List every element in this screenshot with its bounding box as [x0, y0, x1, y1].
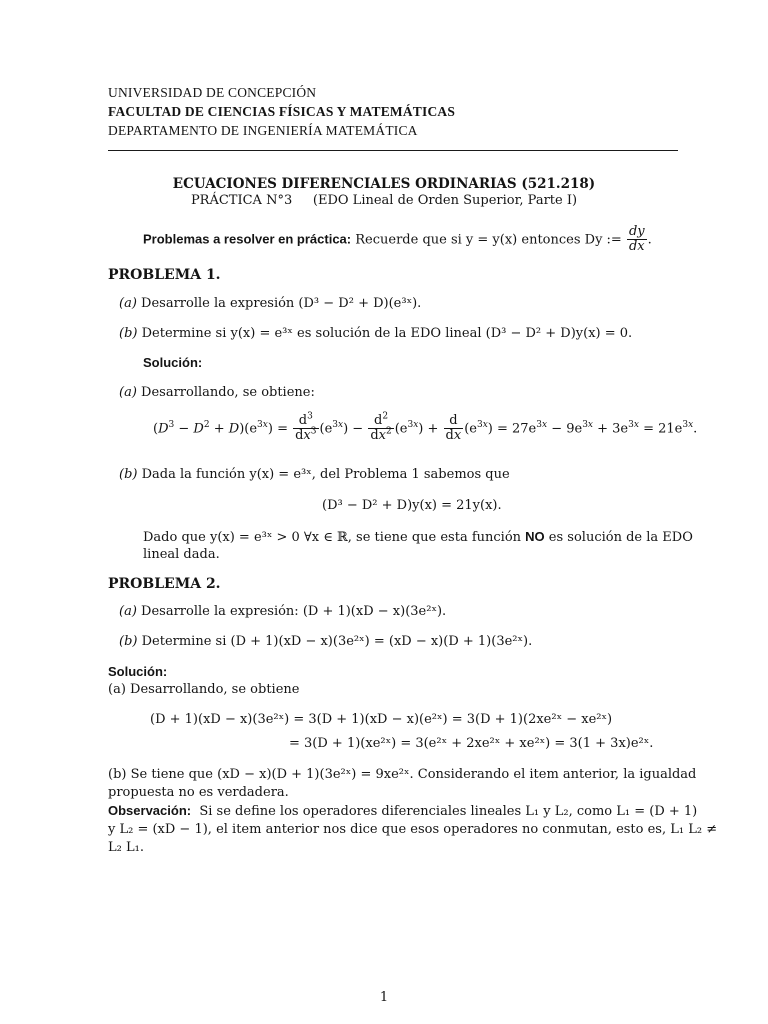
- practica-label: PRÁCTICA N°3: [190, 193, 293, 208]
- intro-line: Problemas a resolver en práctica: Recuerde que si y = y(x) entonces Dy := $\frac{dy}{dx}$ .: [143, 224, 652, 255]
- item-text: Determine si (D + 1)(xD − x)(3e²ˣ) = (xD − x)(D + 1)(3e²ˣ).: [141, 634, 533, 649]
- conclusion-no: NO: [525, 529, 545, 544]
- problem2-sol-b-line2: propuesta no es verdadera.: [108, 785, 289, 800]
- practica-line: [0, 193, 768, 210]
- practica-subtitle: (EDO Lineal de Orden Superior, Parte I): [312, 193, 578, 208]
- d2-dx2-fraction: $\frac{d^2}{dx^2}$: [370, 411, 392, 444]
- course-title: ECUACIONES DIFERENCIALES ORDINARIAS (521.218): [172, 176, 596, 192]
- conclusion-text: Dado que y(x) = e³ˣ > 0 ∀x ∈ ℝ, se tiene que esta función: [143, 530, 522, 545]
- problem1-solution-label: Solución:: [143, 355, 203, 370]
- problem1-sol-a: [119, 385, 315, 402]
- intro-label: Problemas a resolver en práctica:: [143, 231, 352, 247]
- problem1-heading: PROBLEMA 1.: [108, 267, 221, 283]
- observation-label: Observación:: [108, 803, 192, 818]
- header-rule: [108, 150, 678, 151]
- problem1-b: [119, 326, 632, 343]
- problem2-b: [119, 634, 532, 651]
- observation-line2: y L₂ = (xD − 1), el item anterior nos dice que esos operadores no conmutan, esto es, L₁ L₂ ≠: [108, 822, 718, 837]
- observation-line3: L₂ L₁.: [108, 840, 144, 855]
- item-text: Determine si y(x) = e³ˣ es solución de la EDO lineal (D³ − D² + D)y(x) = 0.: [141, 326, 633, 341]
- problem2-eq-line1: (D + 1)(xD − x)(3e²ˣ) = 3(D + 1)(xD − x)(e²ˣ) = 3(D + 1)(2xe²ˣ − xe²ˣ): [150, 712, 613, 727]
- university-name: UNIVERSIDAD DE CONCEPCIÓN: [108, 85, 317, 100]
- problem1-derivative-equation: $(D^3 - D^2 + D)(e^{3x})$ = $\frac{d^3}{dx^3}$ $(e^{3x})$ − $\frac{d^2}{dx^2}$ $(e^{3x})$ + $\frac{d}{dx}$ $(e^{3x}) = 27e^{3x} - 9e^{3x} + 3e^{3x} = 21e^{3x}$.: [153, 411, 698, 444]
- problem2-solution-label: Solución:: [108, 664, 168, 679]
- item-label: (a): [119, 604, 137, 619]
- problem1-conclusion-line1: [143, 529, 693, 547]
- problem1-sol-b: [119, 467, 510, 484]
- item-text: Desarrollando, se obtiene:: [141, 385, 315, 400]
- page-number: 1: [379, 990, 389, 1005]
- faculty-name: FACULTAD DE CIENCIAS FÍSICAS Y MATEMÁTICAS: [108, 104, 456, 119]
- problem2-a: [119, 604, 446, 621]
- item-label: (b): [119, 467, 138, 482]
- department-name: DEPARTAMENTO DE INGENIERÍA MATEMÁTICA: [108, 123, 418, 138]
- problem1-conclusion-line2: lineal dada.: [143, 547, 220, 562]
- problem2-heading: PROBLEMA 2.: [108, 576, 221, 592]
- problem2-sol-a: (a) Desarrollando, se obtiene: [108, 682, 300, 697]
- item-label: (b): [119, 634, 138, 649]
- problem1-a: [119, 296, 421, 313]
- conclusion-text-2: es solución de la EDO: [548, 530, 693, 545]
- d-dx-fraction: $\frac{d}{dx}$: [445, 413, 462, 444]
- item-text: Desarrolle la expresión: (D + 1)(xD − x)(3e²ˣ).: [141, 604, 447, 619]
- intro-text: Recuerde que si y = y(x) entonces Dy :=: [355, 232, 622, 248]
- problem2-sol-b-line1: (b) Se tiene que (xD − x)(D + 1)(3e²ˣ) = 9xe²ˣ. Considerando el item anterior, la igualdad: [108, 767, 697, 782]
- observation-line1: [108, 803, 697, 821]
- item-text: Desarrolle la expresión (D³ − D² + D)(e³ˣ).: [141, 296, 422, 311]
- item-text: Dada la función y(x) = e³ˣ, del Problema 1 sabemos que: [141, 467, 510, 482]
- item-label: (a): [119, 385, 137, 400]
- d3-dx3-fraction: $\frac{d^3}{dx^3}$: [295, 411, 317, 444]
- item-label: (b): [119, 326, 138, 341]
- item-label: (a): [119, 296, 137, 311]
- observation-text: Si se define los operadores diferenciales lineales L₁ y L₂, como L₁ = (D + 1): [199, 804, 698, 819]
- dy-dx-fraction: $\frac{dy}{dx}$: [628, 224, 645, 255]
- problem1-sol-b-equation: (D³ − D² + D)y(x) = 21y(x).: [322, 498, 502, 513]
- problem2-eq-line2: = 3(D + 1)(xe²ˣ) = 3(e²ˣ + 2xe²ˣ + xe²ˣ) = 3(1 + 3x)e²ˣ.: [289, 736, 654, 751]
